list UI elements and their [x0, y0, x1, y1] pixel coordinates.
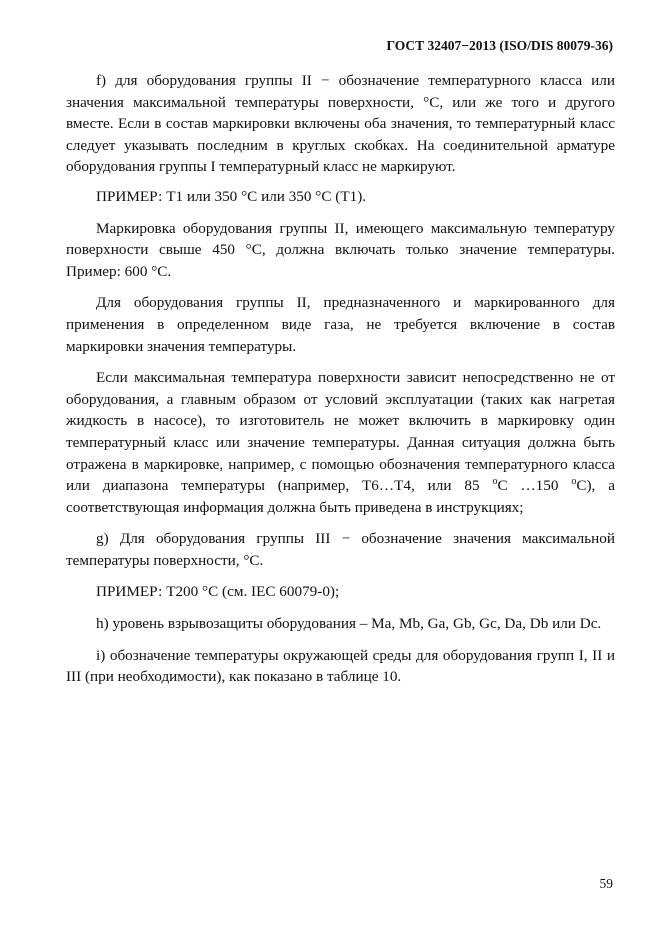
document-body: [66, 70, 615, 698]
page-number: 59: [599, 876, 613, 891]
paragraph-specific-gas: Для оборудования группы II, предназначенного и маркированного для применения в определенном виде газа, не требуется включение в состав маркировки значения температуры.: [66, 294, 615, 355]
paragraph-text-part: С), а соответствующая информация должна быть приведена в инструкциях;: [66, 477, 615, 516]
degree-superscript: о: [492, 476, 498, 488]
paragraph-item-f: f) для оборудования группы II − обозначение температурного класса или значения максимальной температуры поверхности, °С, или же того и другого вместе. Если в состав маркировки включены оба значения, то температурный класс следует указывать последним в круглых скобках. На соединительной арматуре оборудования группы I температурный класс не маркируют.: [66, 72, 615, 176]
paragraph-item-g: g) Для оборудования группы III − обозначение значения максимальной температуры поверхности, °С.: [66, 530, 615, 569]
paragraph-text-part: С …150: [497, 477, 572, 495]
example-t200: ПРИМЕР: Т200 °С (см. IEC 60079-0);: [96, 583, 340, 601]
paragraph-item-i: i) обозначение температуры окружающей среды для оборудования групп I, II и III (при необходимости), как показано в таблице 10.: [66, 646, 615, 686]
paragraph-marking-450: Маркировка оборудования группы II, имеющего максимальную температуру поверхности свыше 450 °С, должна включать только значение температуры. Пример: 600 °С.: [66, 219, 615, 280]
paragraph-operating-conditions: [66, 367, 615, 518]
document-header: ГОСТ 32407−2013 (ISO/DIS 80079-36): [386, 38, 613, 53]
paragraph-text-part: Если максимальная температура поверхности зависит непосредственно не от оборудования, а главным образом от условий эксплуатации (таких как нагретая жидкость в насосе), то изготовитель не может включить в маркировку один температурный класс или значение температуры. Данная ситуация должна быть отражена в маркировке, например, с помощью обозначения температурного класса или диапазона температуры (например, Т6…Т4, или 85: [66, 369, 615, 495]
example-t1: ПРИМЕР: Т1 или 350 °С или 350 °С (Т1).: [96, 187, 367, 205]
degree-superscript: о: [571, 476, 577, 488]
paragraph-item-h: h) уровень взрывозащиты оборудования – Ma, Mb, Ga, Gb, Gc, Da, Db или Dc.: [96, 615, 602, 633]
